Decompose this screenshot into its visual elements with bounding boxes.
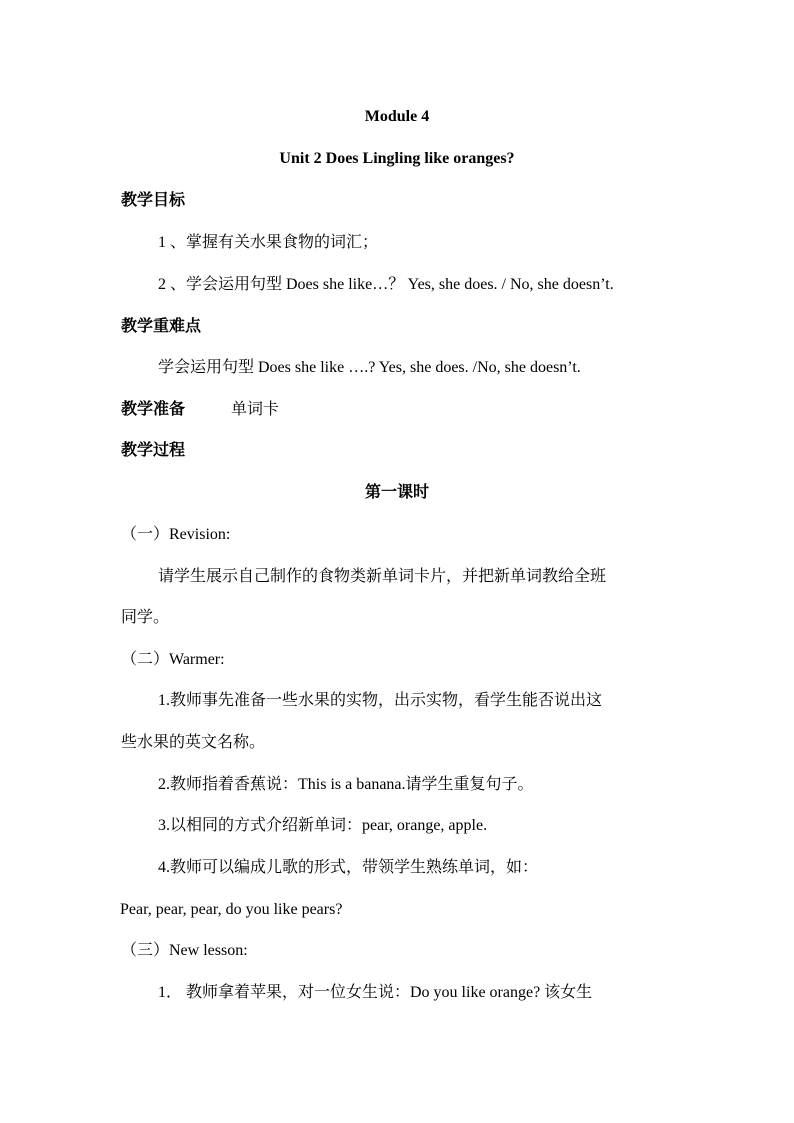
warmer-step4: 4.教师可以编成儿歌的形式，带领学生熟练单词，如：: [158, 859, 539, 876]
preparation-heading: 教学准备: [121, 401, 186, 418]
warmer-step2: 2.教师指着香蕉说：This is a banana.请学生重复句子。: [158, 776, 534, 793]
objective-item-2: 2 、学会运用句型 Does she like…？ Yes, she does. / No, she doesn’t.: [158, 276, 614, 293]
warmer-heading: （二）Warmer:: [121, 651, 225, 668]
warmer-step3: 3.以相同的方式介绍新单词：pear, orange, apple.: [158, 817, 488, 834]
revision-line-1: 请学生展示自己制作的食物类新单词卡片，并把新单词教给全班: [158, 568, 607, 585]
warmer-step1-line2: 些水果的英文名称。: [121, 734, 266, 751]
new-lesson-step1: 1． 教师拿着苹果，对一位女生说：Do you like orange? 该女生: [158, 984, 593, 1001]
warmer-chant: Pear, pear, pear, do you like pears?: [120, 901, 343, 918]
revision-line-2: 同学。: [121, 609, 170, 626]
key-points-heading: 教学重难点: [121, 318, 202, 335]
module-title: Module 4: [364, 108, 430, 125]
objective-item-1: 1 、掌握有关水果食物的词汇；: [158, 234, 379, 251]
process-heading: 教学过程: [121, 442, 186, 459]
warmer-step1-line1: 1.教师事先准备一些水果的实物，出示实物，看学生能否说出这: [158, 692, 603, 709]
unit-title: Unit 2 Does Lingling like oranges?: [279, 150, 515, 167]
objectives-heading: 教学目标: [121, 192, 186, 209]
revision-heading: （一）Revision:: [121, 526, 231, 543]
preparation-value: 单词卡: [231, 401, 280, 418]
preparation-row: [121, 399, 279, 421]
new-lesson-heading: （三）New lesson:: [121, 942, 248, 959]
key-points-text: 学会运用句型 Does she like ….? Yes, she does. /No, she doesn’t.: [158, 359, 581, 376]
period-title: 第一课时: [364, 484, 429, 501]
